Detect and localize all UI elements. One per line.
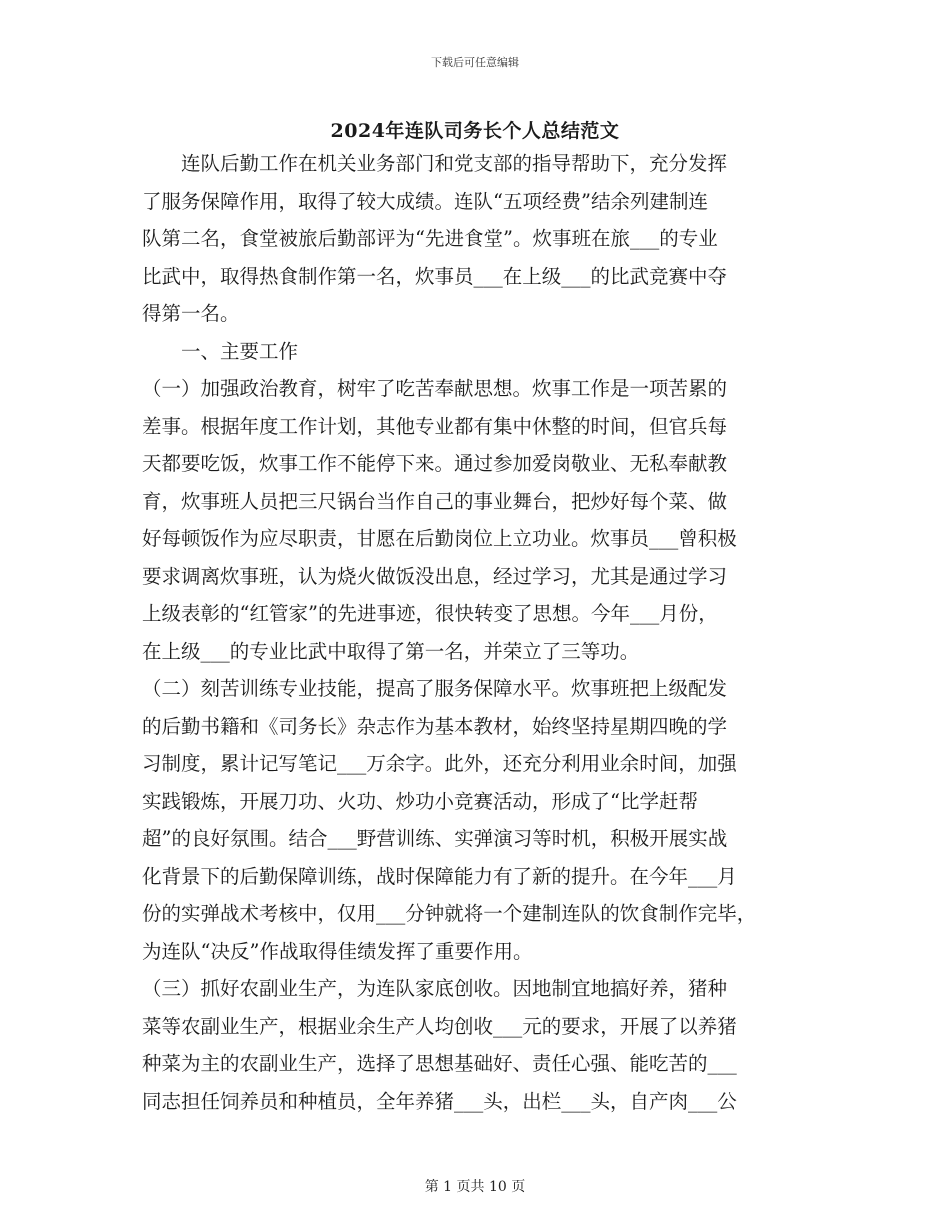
body-line: 菜等农副业生产，根据业余生产人均创收___元的要求，开展了以养猪 (142, 1014, 737, 1038)
document-body (142, 150, 810, 1125)
body-line: 化背景下的后勤保障训练，战时保障能力有了新的提升。在今年___月 (142, 864, 737, 888)
body-line: 了服务保障作用，取得了较大成绩。连队“五项经费”结余列建制连 (142, 189, 708, 213)
page-footer: 第 1 页共 10 页 (424, 1179, 526, 1195)
body-line: 得第一名。 (142, 302, 240, 325)
body-line: （三）抓好农副业生产，为连队家底创收。因地制宜地搞好养，猪种 (142, 977, 728, 1000)
body-line: 实践锻炼，开展刀功、火功、炒功小竞赛活动，形成了“比学赶帮 (142, 789, 698, 813)
body-line: 连队后勤工作在机关业务部门和党支部的指导帮助下，充分发挥 (142, 152, 728, 175)
body-line: 的后勤书籍和《司务长》杂志作为基本教材，始终坚持星期四晚的学 (142, 714, 728, 738)
body-line: 好每顿饭作为应尽职责，甘愿在后勤岗位上立功业。炊事员___曾积极 (142, 527, 737, 550)
body-line: 种菜为主的农副业生产，选择了思想基础好、责任心强、能吃苦的___ (142, 1052, 737, 1075)
body-line: 比武中，取得热食制作第一名，炊事员___在上级___的比武竞赛中夺 (142, 264, 728, 288)
page-header: 下载后可任意编辑 (431, 56, 519, 69)
document-title: 2024年连队司务长个人总结范文 (330, 120, 620, 142)
body-line: 在上级___的专业比武中取得了第一名，并荣立了三等功。 (142, 639, 640, 663)
section-heading: 一、主要工作 (142, 339, 299, 363)
body-line: （二）刻苦训练专业技能，提高了服务保障水平。炊事班把上级配发 (142, 677, 728, 700)
body-line: 习制度，累计记写笔记___万余字。此外，还充分利用业余时间，加强 (142, 752, 737, 775)
body-line: 队第二名，食堂被旅后勤部评为“先进食堂”。炊事班在旅___的专业 (142, 227, 718, 250)
body-line: 为连队“决反”作战取得佳绩发挥了重要作用。 (142, 939, 533, 963)
body-line: （一）加强政治教育，树牢了吃苦奉献思想。炊事工作是一项苦累的 (142, 377, 728, 400)
body-line: 同志担任饲养员和种植员，全年养猪___头，出栏___头，自产肉___公 (142, 1089, 737, 1113)
body-line: 要求调离炊事班，认为烧火做饭没出息，经过学习，尤其是通过学习 (142, 564, 728, 588)
body-line: 份的实弹战术考核中，仅用___分钟就将一个建制连队的饮食制作完毕， (142, 902, 757, 925)
body-line: 上级表彰的“红管家”的先进事迹，很快转变了思想。今年___月份， (142, 602, 718, 625)
body-line: 天都要吃饭，炊事工作不能停下来。通过参加爱岗敬业、无私奉献教 (142, 452, 728, 475)
body-line: 超”的良好氛围。结合___野营训练、实弹演习等时机，积极开展实战 (142, 827, 728, 850)
body-line: 差事。根据年度工作计划，其他专业都有集中休整的时间，但官兵每 (142, 414, 728, 438)
body-line: 育，炊事班人员把三尺锅台当作自己的事业舞台，把炒好每个菜、做 (142, 489, 728, 513)
